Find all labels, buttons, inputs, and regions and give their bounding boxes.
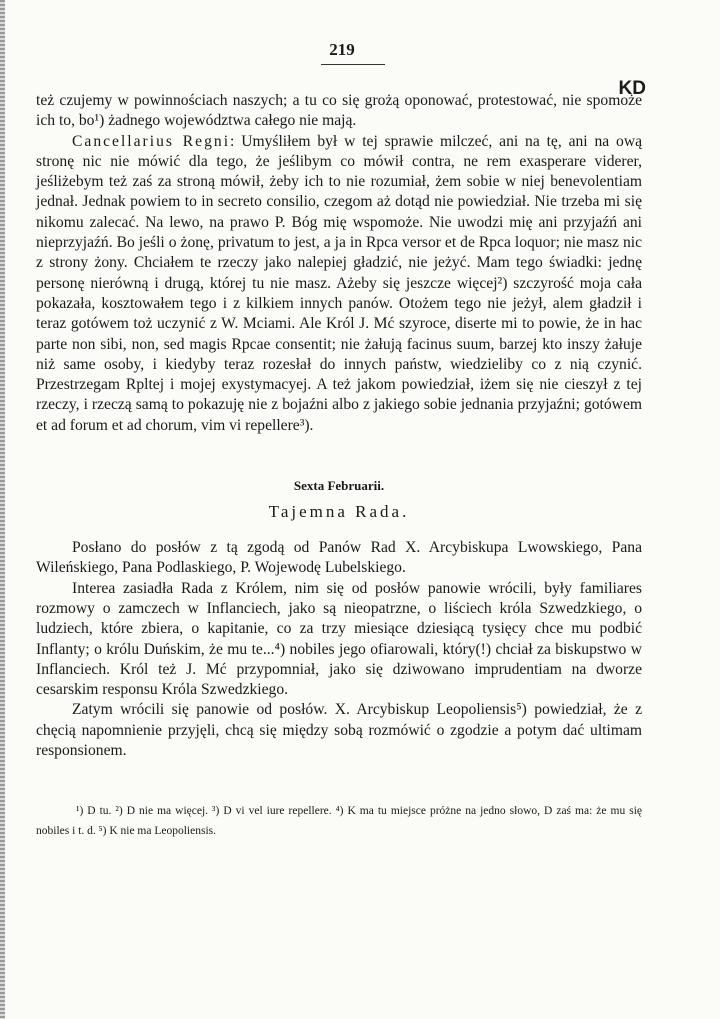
paragraph-council: Interea zasiadła Rada z Królem, nim się od posłów panowie wrócili, były familiares rozmowy o zamczech w Inflanciech, jako są nieopatrzne, o liściech króla Szwedzkiego, o ludziech, które zbiera, o kapitanie, co za trzy miesiące dziesiącą tysięcy chce mu podbić Inflanty; o królu Duńskim, że mu te...⁴) nobiles jego ofiarowali, który(!) chciał za biskupstwo w Inflanciech. Król też J. Mć przypomniał, jako się dziwowano imprudentiam na dworze cesarskim responsu Króla Szwedzkiego.	[36, 579, 642, 699]
paragraph-return: Zatym wrócili się panowie od posłów. X. Arcybiskup Leopoliensis⁵) powiedział, że z chęcią napomnienie przyjęli, chcą się między sobą rozmówić o zgodzie a potym dać ultimam responsionem.	[36, 701, 642, 760]
margin-mark: KD	[618, 78, 646, 99]
paragraph-continuation: też czujemy w powinnościach naszych; a tu co się grożą oponować, protestować, nie spomoże ich to, bo¹) żadnego województwa całego nie mają.	[36, 92, 642, 130]
section-heading: Tajemna Rada.	[268, 502, 410, 522]
page-number-rule	[321, 64, 385, 65]
top-text-block	[36, 91, 642, 436]
paragraph-envoys: Posłano do posłów z tą zgodą od Panów Rad X. Arcybiskupa Lwowskiego, Pana Wileńskiego, Pana Podlaskiego, P. Wojewodę Lubelskiego.	[36, 539, 642, 577]
bottom-text-block	[36, 538, 642, 761]
date-heading: Sexta Februarii.	[293, 478, 385, 494]
page-number: 219	[329, 40, 355, 59]
footnotes: ¹) D tu. ²) D nie ma więcej. ³) D vi vel iure repellere. ⁴) K ma tu miejsce próżne na jedno słowo, D zaś ma: że mu się nobiles i t. d. ⁵) K nie ma Leopoliensis.	[36, 805, 642, 838]
scan-edge	[0, 0, 5, 1019]
paragraph-chancellor-speech	[36, 132, 642, 436]
document-page	[36, 40, 646, 841]
speech-text: : Umyśliłem był w tej sprawie milczeć, ani na tę, ani na ową stronę nic nie mówić dla tego, że jeślibym co mówił contra, ne rem exasperare viderer, jeśliżebym też zaś za stroną mówił, żeby ich to nie rozumiał, żem sobie w niej benevolentiam jednał. Jednak powiem to in secreto consilio, czegom aż dotąd nie powiedział. Nie trzeba mi się nikomu zalecać. Na lewo, na prawo P. Bóg mię wspomoże. Nie uwodzi mię ani przyjaźń ani nieprzyjaźń. Bo jeśli o żonę, privatum to jest, a ja in Rpca versor et de Rpca loquor; nie masz nic z strony żony. Chciałem te rzeczy jako nalepiej gładzić, nie jeżyć. Mam tego świadki: jednę personę nierówną i drugą, której tu nie masz. Ażeby się jeszcze więcej²) szczyrość moja cała pokazała, kosztowałem tego i z kilkiem innych panów. Otożem tego nie jeżył, alem gładził i teraz gotówem toż uczynić z W. Mciami. Ale Król J. Mć szyroce, diserte mi to powie, że in hac parte non sibi, non, sed magis Rpcae consentit; nie żałują facinus suum, barzej kto inszy żałuje niż same osoby, i kiedyby teraz rozesłał do innych państw, wiedzieliby co z nią czynić. Przestrzegam Rpltej i mojej exystymacyej. A też jakom powiedział, iżem się nie cieszył z tej rzeczy, i rzeczą samą to pokazuję nie z bojaźni albo z jakiego sobie jednania przyjaźni; gotówem et ad forum et ad chorum, vim vi repellere³).	[36, 132, 642, 434]
speaker-name: Cancellarius Regni	[72, 132, 231, 150]
